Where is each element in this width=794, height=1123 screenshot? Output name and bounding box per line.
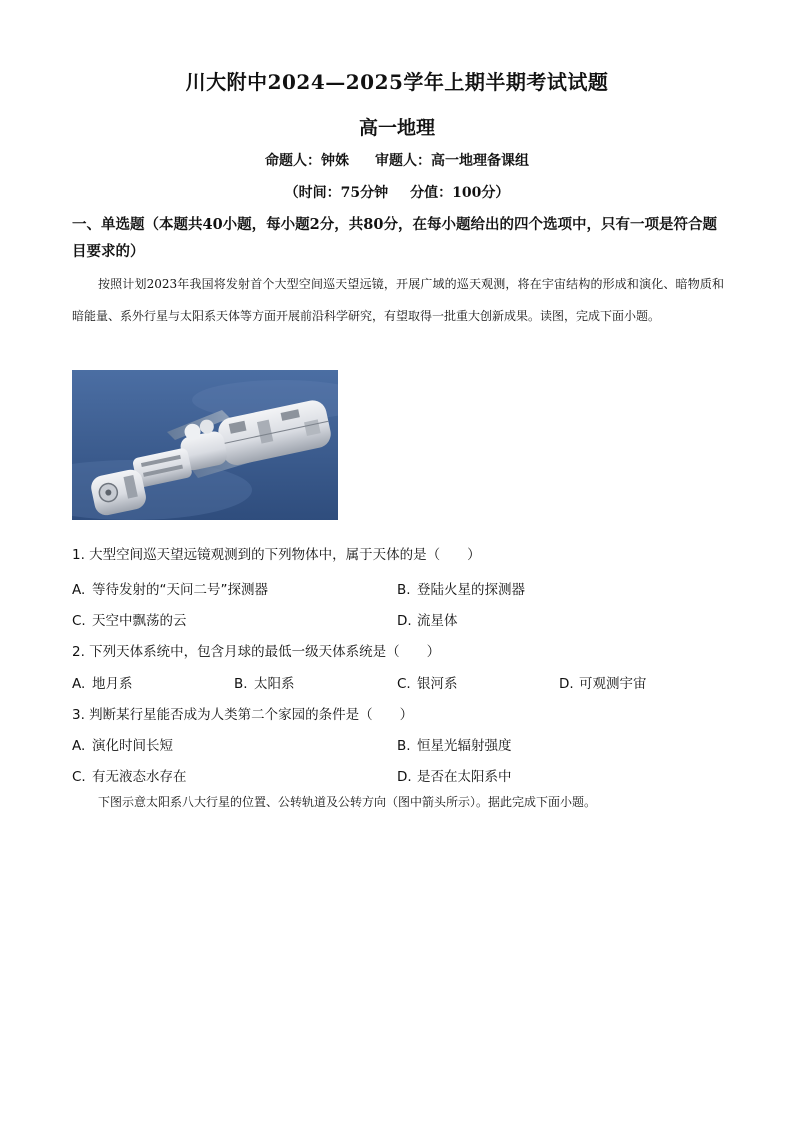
q1-option-d[interactable] (397, 609, 458, 629)
option-key: D. (397, 613, 412, 629)
space-station-icon (72, 370, 338, 520)
option-text: 流星体 (417, 613, 458, 629)
q2-option-c[interactable] (397, 672, 458, 692)
option-key: C. (397, 676, 411, 692)
question-2-stem: 2. 下列天体系统中，包含月球的最低一级天体系统是（ ） (72, 644, 441, 660)
option-key: B. (397, 582, 411, 598)
option-key: A. (72, 738, 86, 754)
option-text: 太阳系 (254, 676, 295, 692)
q3-option-b[interactable] (397, 734, 512, 754)
option-text: 等待发射的“天问二号”探测器 (92, 582, 268, 598)
option-key: C. (72, 613, 86, 629)
subject-title: 高一地理 (358, 117, 435, 139)
option-text: 地月系 (92, 676, 133, 692)
q2-option-a[interactable] (72, 672, 133, 692)
passage-intro: 按照计划2023年我国将发射首个大型空间巡天望远镜，开展广域的巡天观测，将在宇宙结构的形成和演化、暗物质和暗能量、系外行星与太阳系天体等方面开展前沿科学研究，有望取得一批重大创新成果。读图，完成下面小题。 (72, 277, 724, 323)
option-text: 登陆火星的探测器 (417, 582, 525, 598)
option-key: D. (397, 769, 412, 785)
option-text: 可观测宇宙 (579, 676, 647, 692)
option-text: 天空中飘荡的云 (92, 613, 187, 629)
q3-option-a[interactable] (72, 734, 173, 754)
q1-option-b[interactable] (397, 578, 525, 598)
question-3-stem: 3. 判断某行星能否成为人类第二个家园的条件是（ ） (72, 707, 414, 723)
option-text: 演化时间长短 (92, 738, 173, 754)
q2-option-d[interactable] (559, 672, 647, 692)
author-line (0, 150, 794, 170)
option-text: 是否在太阳系中 (417, 769, 512, 785)
question-1-stem: 1. 大型空间巡天望远镜观测到的下列物体中，属于天体的是（ ） (72, 547, 481, 563)
section-heading: 一、单选题（本题共40小题，每小题2分，共80分，在每小题给出的四个选项中，只有一项是符合题目要求的） (72, 216, 717, 260)
option-key: A. (72, 582, 86, 598)
time-score-line (0, 182, 794, 202)
reviewer-label: 审题人：高一地理备课组 (375, 153, 529, 169)
option-key: B. (234, 676, 248, 692)
option-text: 恒星光辐射强度 (417, 738, 512, 754)
q3-option-c[interactable] (72, 765, 187, 785)
option-key: A. (72, 676, 86, 692)
q3-option-d[interactable] (397, 765, 512, 785)
q1-option-a[interactable] (72, 578, 268, 598)
option-text: 银河系 (417, 676, 458, 692)
score-label: 分值：100分） (410, 185, 510, 201)
time-label: （时间：75分钟 (284, 185, 389, 201)
exam-title: 川大附中2024—2025学年上期半期考试试题 (185, 70, 609, 94)
option-key: D. (559, 676, 574, 692)
option-key: C. (72, 769, 86, 785)
space-station-photo (72, 370, 338, 520)
q2-option-b[interactable] (234, 672, 295, 692)
q1-option-c[interactable] (72, 609, 187, 629)
author-label: 命题人：钟姝 (265, 153, 349, 169)
passage-solar-system: 下图示意太阳系八大行星的位置、公转轨道及公转方向（图中箭头所示）。据此完成下面小题。 (98, 795, 597, 809)
option-key: B. (397, 738, 411, 754)
option-text: 有无液态水存在 (92, 769, 187, 785)
